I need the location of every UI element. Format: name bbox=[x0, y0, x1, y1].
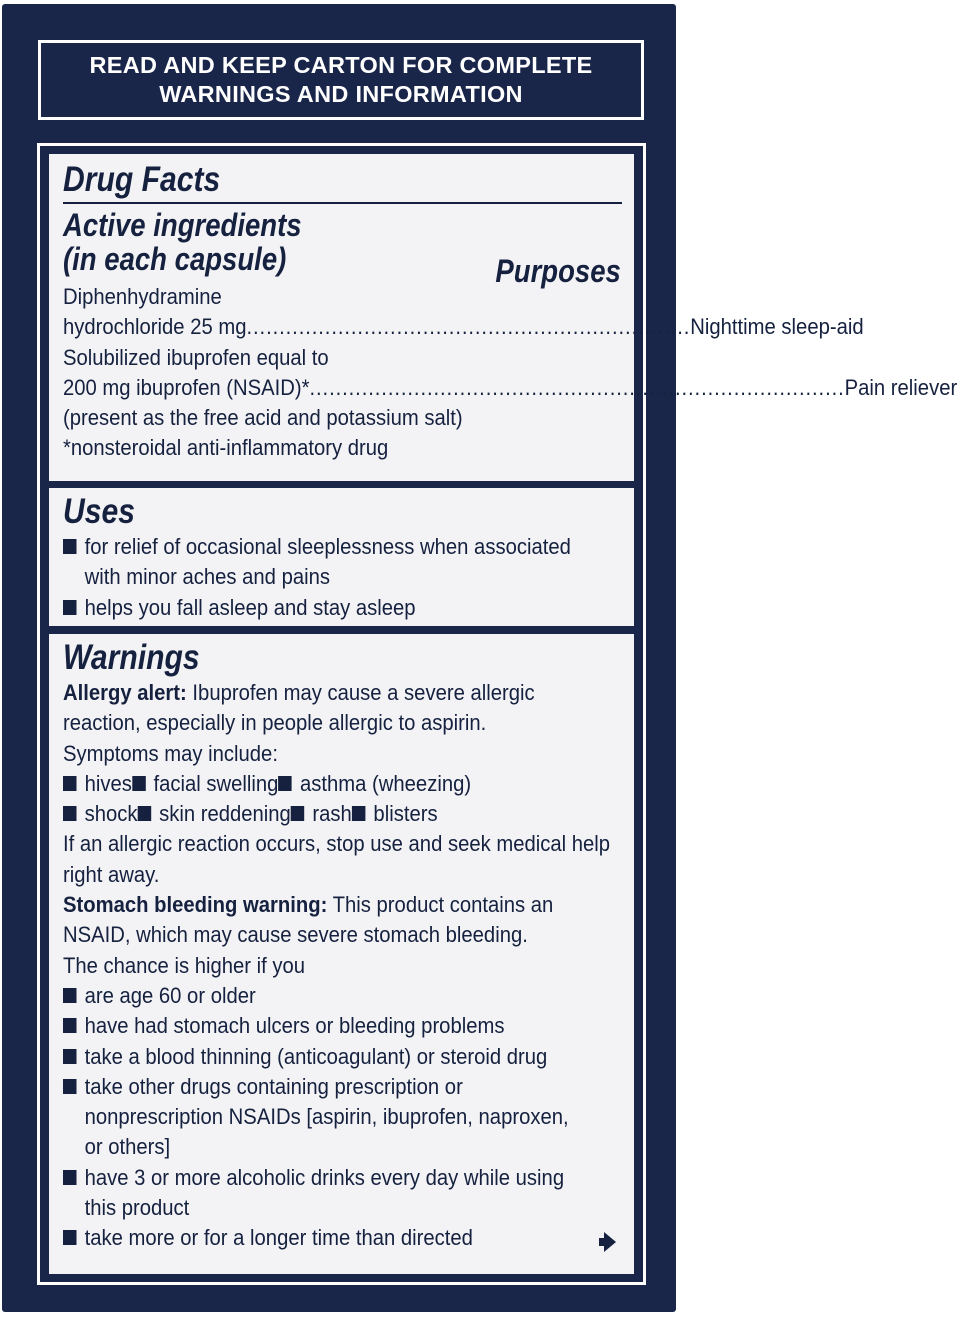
symptom-text: skin reddening bbox=[159, 801, 291, 827]
symptom-item bbox=[63, 801, 138, 826]
ingredient-2-dose: 200 mg ibuprofen (NSAID)* bbox=[63, 374, 310, 400]
uses-item-2 bbox=[63, 593, 565, 623]
bullet-icon bbox=[63, 806, 77, 821]
bullet-icon bbox=[291, 806, 305, 821]
uses-item-2-text: helps you fall asleep and stay asleep bbox=[84, 594, 416, 620]
bullet-icon bbox=[63, 988, 77, 1003]
symptoms-intro: Symptoms may include: bbox=[63, 740, 278, 766]
banner-line-1: READ AND KEEP CARTON FOR COMPLETE bbox=[89, 52, 593, 78]
reaction-line-1: If an allergic reaction occurs, stop use and seek medical help bbox=[63, 831, 611, 857]
symptoms-row-2 bbox=[63, 799, 565, 829]
bullet-icon bbox=[63, 1230, 77, 1245]
uses-item-1-text: for relief of occasional sleeplessness when associated bbox=[84, 534, 571, 559]
risk-text: take more or for a longer time than directed bbox=[84, 1225, 473, 1251]
risk-item-4-cont-1: nonprescription NSAIDs [aspirin, ibuprofen, naproxen, bbox=[84, 1104, 569, 1130]
symptom-text: hives bbox=[84, 770, 132, 796]
uses-panel bbox=[49, 488, 634, 626]
symptom-item bbox=[132, 771, 279, 796]
symptom-item bbox=[63, 771, 132, 796]
bullet-icon bbox=[63, 776, 77, 791]
risk-item-5 bbox=[63, 1163, 565, 1193]
warnings-title: Warnings bbox=[63, 638, 200, 677]
bullet-icon bbox=[138, 806, 152, 821]
carton-banner bbox=[38, 40, 644, 120]
nsaid-footnote: *nonsteroidal anti-inflammatory drug bbox=[63, 435, 389, 461]
chance-intro: The chance is higher if you bbox=[63, 952, 306, 978]
bullet-icon bbox=[278, 776, 292, 791]
symptom-text: asthma (wheezing) bbox=[300, 770, 472, 796]
active-ingredients-subheading: (in each capsule) bbox=[63, 241, 287, 277]
ingredient-2-name: Solubilized ibuprofen equal to bbox=[63, 344, 329, 370]
ingredient-1-row bbox=[63, 312, 864, 342]
ingredient-1-purpose: Nighttime sleep-aid bbox=[690, 314, 864, 340]
stomach-warning-label: Stomach bleeding warning: bbox=[63, 892, 328, 918]
leader-dots: .................................................................... bbox=[246, 314, 691, 340]
risk-item-5-cont: this product bbox=[84, 1195, 190, 1221]
reaction-line-2: right away. bbox=[63, 861, 160, 887]
risk-item-4-cont-2: or others] bbox=[84, 1134, 171, 1160]
stomach-warning-text: This product contains an bbox=[327, 892, 554, 918]
bullet-icon bbox=[63, 1170, 77, 1185]
risk-item-4 bbox=[63, 1072, 565, 1102]
allergy-alert-text: Ibuprofen may cause a severe allergic bbox=[186, 680, 535, 705]
uses-item-1 bbox=[63, 532, 571, 562]
bullet-icon bbox=[63, 600, 77, 615]
risk-text: have 3 or more alcoholic drinks every day while using bbox=[84, 1164, 565, 1190]
ingredient-2-note: (present as the free acid and potassium salt) bbox=[63, 405, 463, 431]
symptom-item bbox=[291, 801, 352, 826]
bullet-icon bbox=[132, 776, 146, 791]
symptom-text: shock bbox=[84, 801, 138, 827]
stomach-warning-line-1 bbox=[63, 890, 565, 920]
bullet-icon bbox=[63, 1079, 77, 1094]
ingredient-1-name: Diphenhydramine bbox=[63, 284, 222, 309]
uses-item-1-cont: with minor aches and pains bbox=[84, 564, 330, 590]
warnings-panel bbox=[49, 634, 634, 1274]
symptom-text: rash bbox=[312, 801, 352, 827]
allergy-alert-label: Allergy alert: bbox=[63, 680, 187, 705]
active-ingredients-heading: Active ingredients bbox=[63, 207, 302, 243]
symptom-item bbox=[278, 771, 471, 796]
uses-title: Uses bbox=[63, 492, 135, 531]
active-ingredients-panel bbox=[49, 154, 957, 481]
risk-item-1 bbox=[63, 981, 565, 1011]
risk-text: take other drugs containing prescription or bbox=[84, 1073, 463, 1099]
bullet-icon bbox=[63, 1049, 77, 1064]
allergy-alert-line-2: reaction, especially in people allergic to aspirin. bbox=[63, 710, 487, 736]
ingredient-1-dose: hydrochloride 25 mg bbox=[63, 314, 247, 340]
banner-line-2: WARNINGS AND INFORMATION bbox=[159, 81, 523, 107]
symptoms-row-1 bbox=[63, 769, 565, 799]
risk-text: are age 60 or older bbox=[84, 982, 256, 1008]
allergy-alert-line-1 bbox=[63, 678, 565, 708]
purposes-heading: Purposes bbox=[495, 253, 621, 289]
symptom-item bbox=[138, 801, 291, 826]
symptom-text: blisters bbox=[373, 801, 438, 827]
ingredient-2-purpose: Pain reliever bbox=[844, 374, 957, 400]
leader-dots: .................................................................................. bbox=[309, 374, 845, 400]
stomach-warning-line-2: NSAID, which may cause severe stomach bleeding. bbox=[63, 922, 528, 948]
bullet-icon bbox=[63, 539, 77, 554]
risk-item-2 bbox=[63, 1011, 565, 1041]
risk-item-6 bbox=[63, 1223, 565, 1253]
risk-text: have had stomach ulcers or bleeding problems bbox=[84, 1013, 505, 1039]
ingredient-2-row bbox=[63, 373, 957, 403]
risk-item-3 bbox=[63, 1042, 565, 1072]
bullet-icon bbox=[352, 806, 366, 821]
drug-facts-title: Drug Facts bbox=[63, 160, 221, 199]
symptom-text: facial swelling bbox=[153, 770, 279, 796]
bullet-icon bbox=[63, 1018, 77, 1033]
risk-text: take a blood thinning (anticoagulant) or steroid drug bbox=[84, 1043, 548, 1069]
symptom-item bbox=[352, 801, 438, 826]
arrow-right-icon bbox=[604, 1232, 616, 1252]
